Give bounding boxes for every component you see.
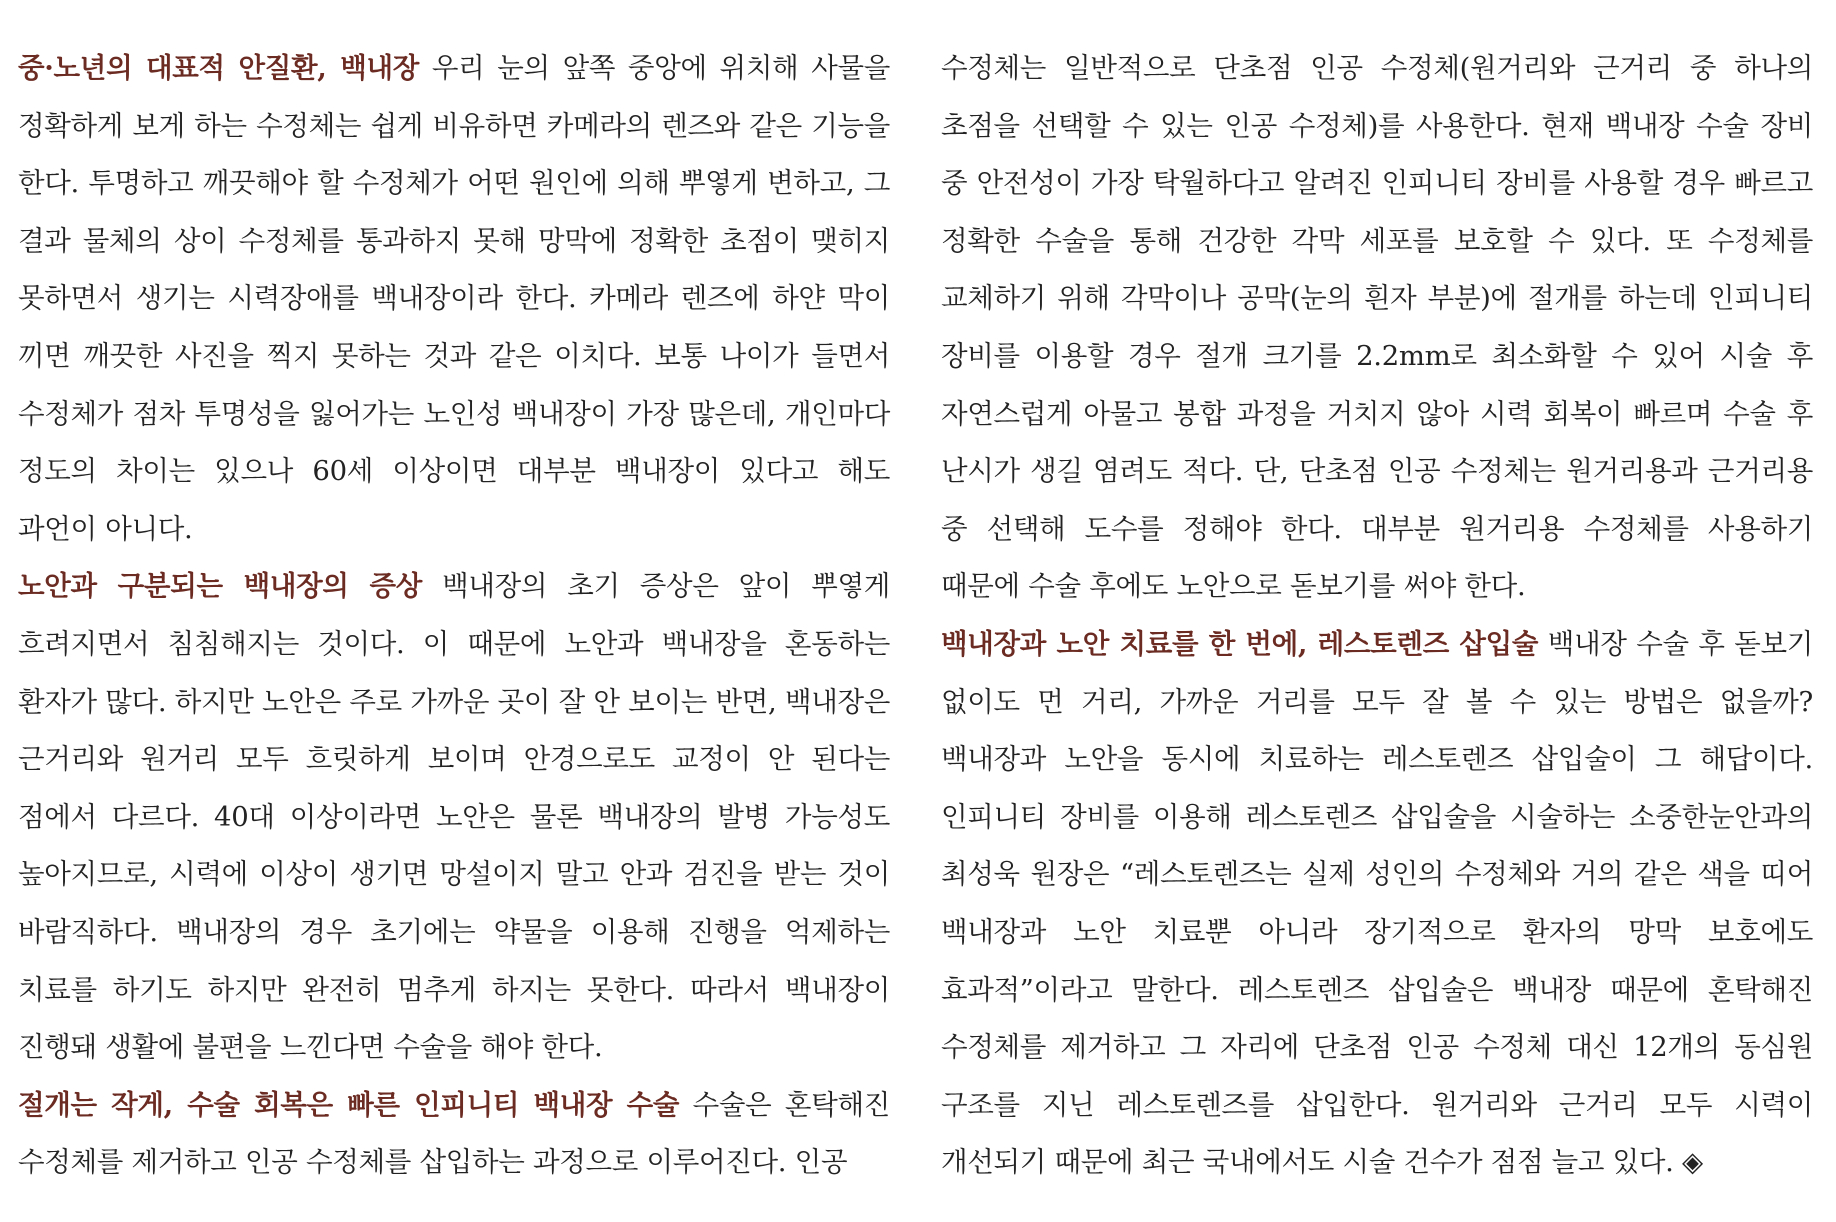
- paragraph-body: 우리 눈의 앞쪽 중앙에 위치해 사물을 정확하게 보게 하는 수정체는 쉽게 비유하면 카메라의 렌즈와 같은 기능을 한다. 투명하고 깨끗해야 할 수정체가 어떤 원인에 의해 뿌옇게 변하고, 그 결과 물체의 상이 수정체를 통과하지 못해 망막에 정확한 초점이 맺히지 못하면서 생기는 시력장애를 백내장이라 한다. 카메라 렌즈에 하얀 막이 끼면 깨끗한 사진을 찍지 못하는 것과 같은 이치다. 보통 나이가 들면서 수정체가 점차 투명성을 잃어가는 노인성 백내장이 가장 많은데, 개인마다 정도의 차이는 있으나 60세 이상이면 대부분 백내장이 있다고 해도 과언이 아니다.: [18, 52, 890, 545]
- left-column: [18, 40, 890, 1192]
- paragraph-infinity-surgery: [18, 1077, 890, 1192]
- paragraph-symptoms: [18, 558, 890, 1076]
- paragraph-body: 백내장 수술 후 돋보기 없이도 먼 거리, 가까운 거리를 모두 잘 볼 수 있는 방법은 없을까? 백내장과 노안을 동시에 치료하는 레스토렌즈 삽입술이 그 해답이다. 인피니티 장비를 이용해 레스토렌즈 삽입술을 시술하는 소중한눈안과의 최성욱 원장은 “레스토렌즈는 실제 성인의 수정체와 거의 같은 색을 띠어 백내장과 노안 치료뿐 아니라 장기적으로 환자의 망막 보호에도 효과적”이라고 말한다. 레스토렌즈 삽입술은 백내장 때문에 혼탁해진 수정체를 제거하고 그 자리에 단초점 인공 수정체 대신 12개의 동심원 구조를 지닌 레스토렌즈를 삽입한다. 원거리와 근거리 모두 시력이 개선되기 때문에 최근 국내에서도 시술 건수가 점점 늘고 있다. ◈: [941, 627, 1814, 1179]
- right-column: [941, 40, 1813, 1192]
- paragraph-cataract-intro: [18, 40, 890, 558]
- section-heading: 절개는 작게, 수술 회복은 빠른 인피니티 백내장 수술: [18, 1088, 680, 1121]
- section-heading: 백내장과 노안 치료를 한 번에, 레스토렌즈 삽입술: [941, 627, 1539, 660]
- paragraph-restor-lens: [941, 616, 1813, 1192]
- paragraph-body: 백내장의 초기 증상은 앞이 뿌옇게 흐려지면서 침침해지는 것이다. 이 때문에 노안과 백내장을 혼동하는 환자가 많다. 하지만 노안은 주로 가까운 곳이 잘 안 보이는 반면, 백내장은 근거리와 원거리 모두 흐릿하게 보이며 안경으로도 교정이 안 된다는 점에서 다르다. 40대 이상이라면 노안은 물론 백내장의 발병 가능성도 높아지므로, 시력에 이상이 생기면 망설이지 말고 안과 검진을 받는 것이 바람직하다. 백내장의 경우 초기에는 약물을 이용해 진행을 억제하는 치료를 하기도 하지만 완전히 멈추게 하지는 못한다. 따라서 백내장이 진행돼 생활에 불편을 느낀다면 수술을 해야 한다.: [18, 570, 890, 1064]
- paragraph-body: 수정체는 일반적으로 단초점 인공 수정체(원거리와 근거리 중 하나의 초점을 선택할 수 있는 인공 수정체)를 사용한다. 현재 백내장 수술 장비 중 안전성이 가장 탁월하다고 알려진 인피니티 장비를 사용할 경우 빠르고 정확한 수술을 통해 건강한 각막 세포를 보호할 수 있다. 또 수정체를 교체하기 위해 각막이나 공막(눈의 흰자 부분)에 절개를 하는데 인피니티 장비를 이용할 경우 절개 크기를 2.2mm로 최소화할 수 있어 시술 후 자연스럽게 아물고 봉합 과정을 거치지 않아 시력 회복이 빠르며 수술 후 난시가 생길 염려도 적다. 단, 단초점 인공 수정체는 원거리용과 근거리용 중 선택해 도수를 정해야 한다. 대부분 원거리용 수정체를 사용하기 때문에 수술 후에도 노안으로 돋보기를 써야 한다.: [941, 52, 1813, 603]
- paragraph-body: 수술은 혼탁해진 수정체를 제거하고 인공 수정체를 삽입하는 과정으로 이루어진다. 인공: [18, 1088, 890, 1179]
- paragraph-infinity-continued: [941, 40, 1813, 616]
- section-heading: 중·노년의 대표적 안질환, 백내장: [18, 52, 419, 84]
- section-heading: 노안과 구분되는 백내장의 증상: [18, 570, 423, 603]
